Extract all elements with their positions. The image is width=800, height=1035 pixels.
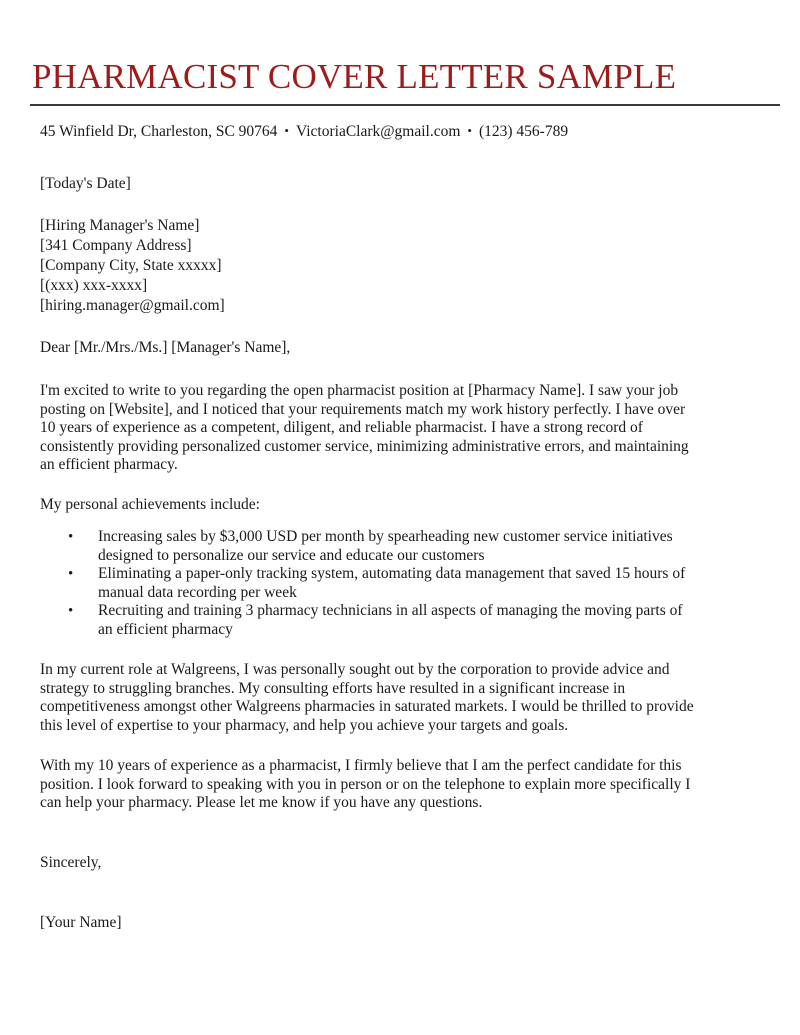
- sender-address: 45 Winfield Dr, Charleston, SC 90764: [40, 123, 278, 140]
- salutation: Dear [Mr./Mrs./Ms.] [Manager's Name],: [40, 339, 291, 356]
- list-item-text: Eliminating a paper-only tracking system, automating data management that saved 15 hours of manual data recording per week: [98, 565, 686, 601]
- recipient-line: [341 Company Address]: [40, 237, 192, 254]
- contact-separator-2: •: [467, 123, 472, 138]
- list-item-text: Recruiting and training 3 pharmacy technicians in all aspects of managing the moving parts of an efficient pharmacy: [98, 602, 683, 638]
- body-paragraph-3: With my 10 years of experience as a pharmacist, I firmly believe that I am the perfect candidate for this position. I look forward to speaking with you in person or on the telephone to explain more specifically I can help your pharmacy. Please let me know if you have any questions.: [40, 757, 691, 811]
- body-paragraph-2: In my current role at Walgreens, I was personally sought out by the corporation to provide advice and strategy to struggling branches. My consulting efforts have resulted in a significant increase in competitiveness amongst other Walgreens pharmacies in saturated markets. I would be thrilled to provide this level of expertise to your pharmacy, and help you achieve your targets and goals.: [40, 661, 694, 734]
- sender-phone: (123) 456-789: [478, 123, 569, 140]
- recipient-line: [Hiring Manager's Name]: [40, 217, 200, 234]
- cover-letter: [30, 56, 780, 933]
- recipient-block: [40, 216, 700, 316]
- list-item: [40, 602, 698, 639]
- page-title: PHARMACIST COVER LETTER SAMPLE: [32, 57, 677, 96]
- contact-separator-1: •: [284, 123, 289, 138]
- header-divider: [30, 104, 780, 106]
- list-item: [40, 528, 698, 565]
- recipient-line: [Company City, State xxxxx]: [40, 257, 222, 274]
- valediction: Sincerely,: [40, 853, 102, 871]
- recipient-line: [hiring.manager@gmail.com]: [40, 297, 225, 314]
- sender-contact-line: [40, 122, 780, 142]
- achievements-intro: My personal achievements include:: [40, 495, 260, 513]
- recipient-line: [(xxx) xxx-xxxx]: [40, 277, 148, 294]
- list-item: [40, 565, 698, 602]
- signature-name: [Your Name]: [40, 913, 122, 931]
- letter-body: [40, 174, 700, 933]
- letter-date: [Today's Date]: [40, 175, 131, 192]
- achievements-list: [40, 528, 700, 639]
- list-item-text: Increasing sales by $3,000 USD per month by spearheading new customer service initiatives designed to personalize our service and educate our customers: [98, 528, 673, 564]
- bullet-icon: •: [68, 566, 74, 582]
- bullet-icon: •: [68, 529, 74, 545]
- sender-email: VictoriaClark@gmail.com: [295, 123, 461, 140]
- body-paragraph-1: I'm excited to write to you regarding the open pharmacist position at [Pharmacy Name]. I saw your job posting on [Website], and I noticed that your requirements match my work history perfectly. I have over 10 years of experience as a competent, diligent, and reliable pharmacist. I have a strong record of consistently providing personalized customer service, minimizing administrative errors, and maintaining an efficient pharmacy.: [40, 382, 689, 473]
- bullet-icon: •: [68, 603, 74, 619]
